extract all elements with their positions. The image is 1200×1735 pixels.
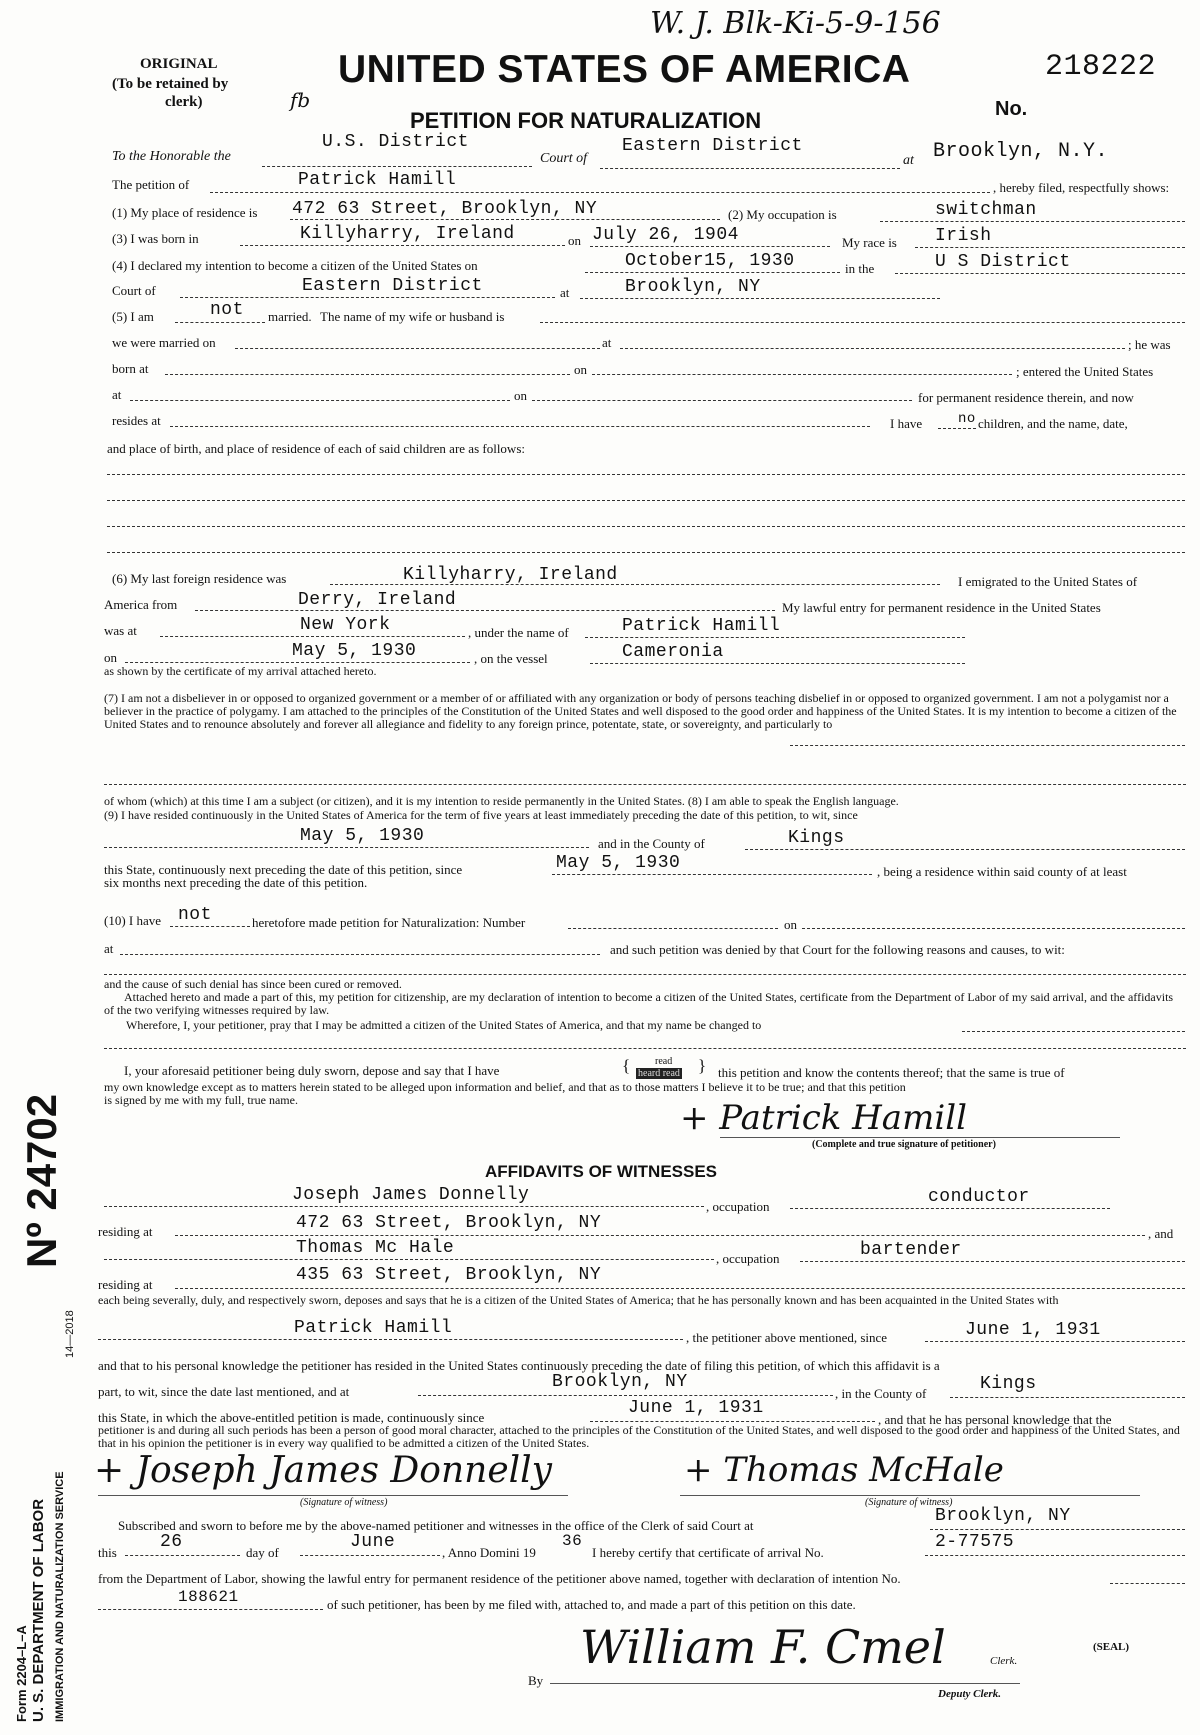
to-honorable-label: To the Honorable the (112, 149, 231, 164)
entry-name-value: Patrick Hamill (622, 616, 781, 636)
foreign-residence-label: (6) My last foreign residence was (112, 571, 287, 586)
petition-title: PETITION FOR NATURALIZATION (410, 108, 762, 133)
petitioner-signature: + Patrick Hamill (680, 1098, 967, 1138)
by-label: By (528, 1673, 544, 1688)
witness2-occupation: bartender (860, 1240, 962, 1260)
entry-date-value: May 5, 1930 (292, 641, 417, 661)
declared-court: U S District (935, 252, 1071, 272)
cured-label: and the cause of such denial has since been cured or removed. (104, 977, 402, 991)
arrival-cert-label: as shown by the certificate of my arrival attached hereto. (104, 664, 377, 678)
prior-petition-value: not (178, 905, 212, 925)
born-on-label: on (568, 233, 581, 248)
sworn-month-value: June (350, 1532, 396, 1552)
witness-county-value: Kings (980, 1374, 1037, 1394)
declared-label: (4) I declared my intention to become a citizen of the United States on (112, 258, 478, 273)
wherefore-label: Wherefore, I, your petitioner, pray that I may be admitted a citizen of the United States of America, and that my name be changed to (126, 1018, 762, 1032)
entered-label: ; entered the United States (1016, 364, 1154, 379)
america-from-label: America from (104, 597, 178, 612)
oath-label-c: my own knowledge except as to matters herein stated to be alleged upon information and belief, and that as to those matters I believe it to be true; and that this petition (104, 1080, 906, 1094)
day-of-label: day of (246, 1545, 279, 1560)
birthplace-value: Killyharry, Ireland (300, 224, 515, 244)
witness2-signature: + Thomas McHale (684, 1450, 1004, 1490)
petition-of-label: The petition of (112, 177, 190, 192)
court-at-label: at (903, 153, 914, 168)
clerk-title-label: Clerk. (990, 1655, 1018, 1667)
top-annotation: W. J. Blk-Ki-5-9-156 (650, 6, 941, 41)
in-the-label: in the (845, 261, 875, 276)
known-since-label: , the petitioner above mentioned, since (686, 1330, 888, 1345)
witness2-name: Thomas Mc Hale (296, 1238, 455, 1258)
witness2-occ-label: , occupation (716, 1251, 780, 1266)
occupation-value: switchman (935, 200, 1037, 220)
residence-value: 472 63 Street, Brooklyn, NY (292, 199, 598, 219)
form-number: Form 2204–L–A (14, 1625, 29, 1722)
witness1-occ-label: , occupation (706, 1199, 770, 1214)
paragraph-8: of whom (which) at this time I am a subject (or citizen), and it is my intention to reside permanently in the United States. (8) I am able to speak the English language. (104, 794, 899, 808)
born-at-on-label: on (574, 362, 587, 377)
married-value: not (210, 300, 244, 320)
filed-statement: of such petitioner, has been by me filed with, attached to, and made a part of this petition on this date. (327, 1597, 856, 1612)
declared-district: Eastern District (302, 276, 483, 296)
was-at-label: was at (104, 623, 137, 638)
serial-number: Nº 24702 (18, 1093, 65, 1268)
from-dept-label: from the Department of Labor, showing the lawful entry for permanent residence of the petitioner above named, together with declaration of intention No. (98, 1571, 901, 1586)
witness1-occupation: conductor (928, 1187, 1030, 1207)
petitioner-name: Patrick Hamill (298, 170, 457, 190)
sworn-year-value: 36 (562, 1532, 583, 1550)
part-label: part, to wit, since the date last mentioned, and at (98, 1384, 350, 1399)
denied-label: and such petition was denied by that Court for the following reasons and causes, to wit: (610, 942, 1065, 957)
lawful-entry-label: My lawful entry for permanent residence in the United States (782, 600, 1101, 615)
birthdate-value: July 26, 1904 (592, 225, 739, 245)
clerk-label: clerk) (165, 94, 203, 110)
knowledge-label: and that to his personal knowledge the petitioner has resided in the United States continuously preceding the date of filing this petition, of which this affidavit is a (98, 1358, 940, 1373)
certify-label: I hereby certify that certificate of arrival No. (592, 1545, 824, 1560)
this-label: this (98, 1545, 117, 1560)
continuously-since-label: this State, in which the above-entitled petition is made, continuously since (98, 1410, 485, 1425)
brace-left: { (622, 1056, 631, 1075)
witness-county-label: , in the County of (835, 1386, 927, 1401)
department-label: U. S. DEPARTMENT OF LABOR (30, 1498, 47, 1722)
clerk-signature: William F. Cmel (580, 1620, 946, 1674)
under-name-label: , under the name of (468, 625, 569, 640)
entered-at-label: at (112, 387, 122, 402)
retained-label: (To be retained by (112, 76, 229, 92)
original-label: ORIGINAL (140, 56, 218, 72)
witness2-residing-label: residing at (98, 1277, 153, 1292)
moral-character-paragraph: petitioner is and during all such periods has been a person of good moral character, attached to the principles of the Constitution of the United States, and well disposed to the good order and happiness of the United States, and that in his opinion the petitioner is in every way qualified to be admitted a citizen of the United States. (98, 1423, 1180, 1450)
known-since-value: June 1, 1931 (965, 1320, 1101, 1340)
children-label: children, and the name, date, (978, 416, 1128, 431)
resided-at-value: Brooklyn, NY (552, 1372, 688, 1392)
state-since-value: May 5, 1930 (556, 853, 681, 873)
born-label: (3) I was born in (112, 231, 199, 246)
deputy-clerk-label: Deputy Clerk. (938, 1688, 1001, 1700)
born-at-label: born at (112, 361, 149, 376)
oath-label-b: this petition and know the contents thereof; that the same is true of (718, 1065, 1065, 1080)
court-name: U.S. District (322, 132, 469, 152)
witness1-signature-caption: (Signature of witness) (300, 1497, 388, 1508)
fb-mark: fb (290, 88, 311, 112)
no-label: No. (995, 98, 1028, 120)
vessel-label: , on the vessel (474, 651, 548, 666)
race-label: My race is (842, 235, 897, 250)
brace-right: } (698, 1056, 707, 1075)
i-have-label: I have (890, 416, 923, 431)
heard-read-option: heard read (638, 1068, 680, 1079)
spouse-label: The name of my wife or husband is (320, 309, 505, 324)
declared-date: October15, 1930 (625, 251, 795, 271)
side-code: 14—2018 (64, 1310, 76, 1358)
witness2-signature-caption: (Signature of witness) (865, 1497, 953, 1508)
arrival-number-value: 2-77575 (935, 1532, 1015, 1552)
county-value: Kings (788, 828, 845, 848)
married-on-label: we were married on (112, 335, 216, 350)
at-label: at (560, 285, 570, 300)
subscribed-label: Subscribed and sworn to before me by the above-named petitioner and witnesses in the office of the Clerk of said Court at (118, 1518, 754, 1533)
paragraph-7: (7) I am not a disbeliever in or opposed to organized government or a member of or affiliated with any organization or body of persons teaching disbelief in or opposed to organized government. I am not a polygamist nor a believer in the practice of polygamy. I am attached to the principles of the Constitution of the United States and well disposed to the good order and happiness of the United States. It is my intention to become a citizen of the United States and to renounce absolutely and forever all allegiance and fidelity to any foreign prince, potentate, state, or sovereignty, and particularly to (104, 691, 1177, 731)
country-heading: UNITED STATES OF AMERICA (338, 48, 911, 91)
paragraph-9: (9) I have resided continuously in the United States of America for the term of five years at least immediately preceding the date of this petition, to wit, since (104, 808, 858, 822)
state-since-label: this State, continuously next preceding the date of this petition, since (104, 862, 463, 877)
filed-label: , hereby filed, respectfully shows: (993, 180, 1170, 195)
occupation-label: (2) My occupation is (728, 207, 837, 222)
entry-on-label: on (104, 650, 117, 665)
resides-at-label: resides at (112, 413, 161, 428)
residence-county-label: , being a residence within said county of at least (877, 864, 1127, 879)
he-was-label: ; he was (1128, 337, 1171, 352)
since-date-value: May 5, 1930 (300, 826, 425, 846)
permanent-label: for permanent residence therein, and now (918, 390, 1134, 405)
prior-at-label: at (104, 941, 114, 956)
continuously-since-value: June 1, 1931 (628, 1398, 764, 1418)
sworn-city-value: Brooklyn, NY (935, 1506, 1071, 1526)
witness-and-label: , and (1148, 1226, 1174, 1241)
married-suffix: married. (268, 309, 312, 324)
emigrated-label: I emigrated to the United States of (958, 574, 1138, 589)
seal-label: (SEAL) (1093, 1641, 1130, 1653)
vessel-value: Cameronia (622, 642, 724, 662)
court-of-label-2: Court of (112, 283, 156, 298)
witness2-address: 435 63 Street, Brooklyn, NY (296, 1265, 602, 1285)
court-district: Eastern District (622, 136, 803, 156)
witness-petitioner-name: Patrick Hamill (294, 1318, 453, 1338)
court-city: Brooklyn, N.Y. (933, 140, 1109, 163)
witness1-name: Joseph James Donnelly (292, 1185, 530, 1205)
attached-paragraph: Attached hereto and made a part of this, my petition for citizenship, are my declaration of intention to become a citizen of the United States, certificate from the Department of Labor of my said arrival, and the affidavits of the two verifying witnesses required by law. (104, 990, 1174, 1017)
personal-knowledge-label: , and that he has personal knowledge that the (878, 1412, 1112, 1427)
six-months-label: six months next preceding the date of this petition. (104, 875, 368, 890)
court-of-label: Court of (540, 151, 588, 166)
oath-label-d: is signed by me with my full, true name. (104, 1093, 298, 1107)
witnesses-heading: AFFIDAVITS OF WITNESSES (485, 1162, 718, 1181)
acquainted-paragraph: each being severally, duly, and respectively sworn, deposes and says that he is a citizen of the United States of America; that he has personally known and has been acquainted in the United States with (98, 1293, 1059, 1307)
witness1-signature: + Joseph James Donnelly (94, 1450, 552, 1491)
emigrated-from-value: Derry, Ireland (298, 590, 457, 610)
number-label: heretofore made petition for Naturalization: Number (252, 915, 526, 930)
sworn-day-value: 26 (160, 1532, 183, 1552)
service-label: IMMIGRATION AND NATURALIZATION SERVICE (54, 1471, 66, 1722)
foreign-residence-value: Killyharry, Ireland (403, 565, 618, 585)
declaration-number-value: 188621 (178, 1588, 239, 1606)
residence-label: (1) My place of residence is (112, 205, 258, 220)
read-option: read (655, 1056, 673, 1067)
prior-on-label: on (784, 917, 797, 932)
witness1-address: 472 63 Street, Brooklyn, NY (296, 1213, 602, 1233)
anno-domini-label: , Anno Domini 19 (442, 1545, 536, 1560)
entered-on-label: on (514, 388, 527, 403)
children-value: no (958, 411, 976, 427)
race-value: Irish (935, 226, 992, 246)
prior-petition-label: (10) I have (104, 913, 162, 928)
declared-city: Brooklyn, NY (625, 277, 761, 297)
oath-label: I, your aforesaid petitioner being duly sworn, depose and say that I have (124, 1063, 500, 1078)
entry-port-value: New York (300, 615, 391, 635)
petition-number: 218222 (1045, 50, 1157, 84)
children-list-label: and place of birth, and place of residence of each of said children are as follows: (107, 441, 525, 456)
petitioner-signature-caption: (Complete and true signature of petitioner) (812, 1139, 996, 1150)
married-label: (5) I am (112, 309, 154, 324)
county-label: and in the County of (598, 836, 705, 851)
married-at-label: at (602, 335, 612, 350)
witness1-residing-label: residing at (98, 1224, 153, 1239)
